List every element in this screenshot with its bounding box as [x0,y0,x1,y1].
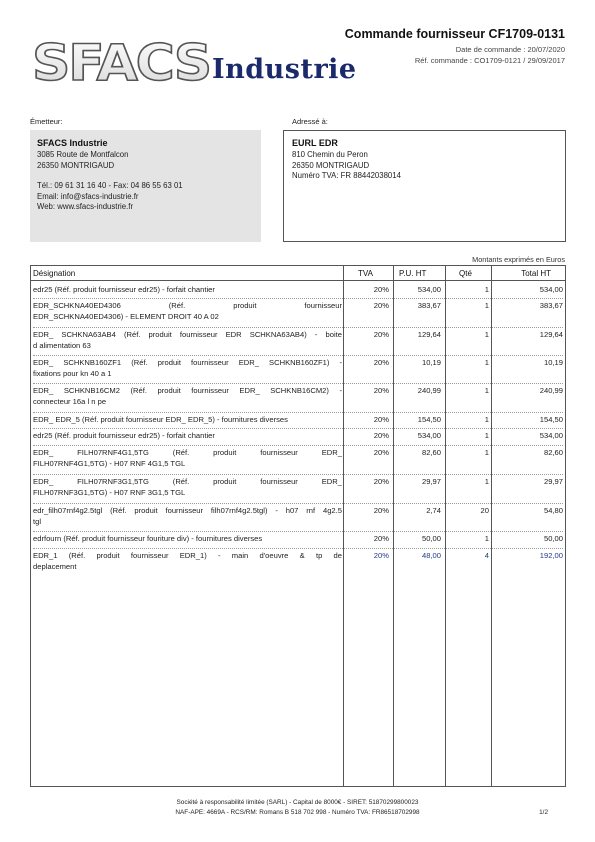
cell-quantity: 1 [484,301,489,310]
svg-text:SFACS: SFACS [32,34,210,90]
cell-quantity: 4 [484,551,489,560]
cell-unit-price: 240,99 [417,386,441,395]
order-lines-table [30,265,566,787]
recipient-name: EURL EDR [292,138,338,148]
cell-quantity: 1 [484,330,489,339]
cell-tva: 20% [373,358,389,367]
designation-line: EDR_ SCHKNB16CM2 (Réf. produit fournisseur EDR_ SCHKNB16CM2) - [33,386,342,395]
header-designation: Désignation [33,269,76,278]
cell-unit-price: 154,50 [417,415,441,424]
cell-unit-price: 129,64 [417,330,441,339]
table-row [31,328,565,356]
company-logo [30,32,357,90]
designation-line: tgl [33,516,42,526]
cell-unit-price: 50,00 [421,534,441,543]
cell-tva: 20% [373,285,389,294]
cell-tva: 20% [373,477,389,486]
header-total: Total HT [521,269,551,278]
table-row [31,475,565,504]
table-row [31,549,565,579]
cell-total: 50,00 [543,534,563,543]
designation-line: edr_filh07rnf4g2.5tgl (Réf. produit fournisseur filh07rnf4g2.5tgl) - h07 rnf 4g2.5 [33,506,342,515]
designation-line: FILH07RNF4G1,5TG) - H07 RNF 4G1,5 TGL [33,458,186,468]
cell-total: 129,64 [539,330,563,339]
recipient-label: Adressé à: [292,117,328,126]
cell-designation [33,431,342,442]
sender-box [30,130,261,242]
designation-line: fixations pour kn 40 a 1 [33,368,112,378]
table-row [31,532,565,549]
designation-line: d alimentation 63 [33,340,91,350]
table-row [31,429,565,446]
cell-total: 534,00 [539,431,563,440]
cell-quantity: 1 [484,448,489,457]
recipient-box [283,130,566,242]
cell-designation [33,330,342,351]
order-date: Date de commande : 20/07/2020 [455,45,565,54]
header-tva: TVA [358,269,373,278]
header-quantity: Qté [459,269,472,278]
recipient-address-line-2: 26350 MONTRIGAUD [292,160,370,170]
cell-tva: 20% [373,448,389,457]
designation-line: EDR_1 (Réf. produit fournisseur EDR_1) - main d'oeuvre & tp de [33,551,342,560]
cell-quantity: 20 [480,506,489,515]
designation-line: edrfourn (Réf. produit fournisseur fouriture div) - fournitures diverses [33,534,263,543]
cell-tva: 20% [373,386,389,395]
cell-tva: 20% [373,534,389,543]
designation-line: connecteur 16a l n pe [33,396,107,406]
table-row [31,413,565,429]
cell-designation [33,448,342,469]
designation-line: EDR_ EDR_5 (Réf. produit fournisseur EDR_ EDR_5) - fournitures diverses [33,415,288,424]
cell-unit-price: 534,00 [417,285,441,294]
sender-website: Web: www.sfacs-industrie.fr [37,202,134,212]
cell-total: 29,97 [543,477,563,486]
table-row [31,384,565,413]
designation-line: EDR_ SCHKNB160ZF1 (Réf. produit fournisseur EDR_ SCHKNB160ZF1) - [33,358,342,367]
designation-line: EDR_SCHKNA40ED4306 (Réf. produit fournisseur [33,301,342,310]
cell-total: 54,80 [543,506,563,515]
designation-line: EDR_ FILH07RNF4G1,5TG (Réf. produit fournisseur EDR_ [33,448,342,457]
cell-designation [33,285,342,296]
table-row [31,299,565,328]
sender-email: Email: info@sfacs-industrie.fr [37,191,139,201]
header-unit-price: P.U. HT [399,269,427,278]
sender-address-line-2: 26350 MONTRIGAUD [37,160,115,170]
cell-total: 192,00 [539,551,563,560]
table-row [31,504,565,532]
sender-name: SFACS Industrie [37,138,108,148]
cell-quantity: 1 [484,431,489,440]
cell-unit-price: 383,67 [417,301,441,310]
footer-legal-line-1: Société à responsabilité limitée (SARL) - Capital de 8000€ - SIRET: 51870299800023 [176,799,419,806]
cell-total: 154,50 [539,415,563,424]
cell-designation [33,506,342,527]
cell-quantity: 1 [484,477,489,486]
cell-tva: 20% [373,551,389,560]
cell-designation [33,358,342,379]
cell-total: 534,00 [539,285,563,294]
cell-designation [33,534,342,545]
cell-unit-price: 2,74 [426,506,441,515]
cell-unit-price: 48,00 [421,551,441,560]
designation-line: edr25 (Réf. produit fournisseur edr25) - forfait chantier [33,285,215,294]
document-title: Commande fournisseur CF1709-0131 [344,27,565,41]
cell-designation [33,551,342,572]
table-row [31,356,565,384]
cell-quantity: 1 [484,358,489,367]
logo-subtitle: Industrie [212,54,357,85]
cell-total: 383,67 [539,301,563,310]
cell-total: 240,99 [539,386,563,395]
cell-quantity: 1 [484,415,489,424]
table-header [31,266,565,281]
cell-tva: 20% [373,431,389,440]
designation-line: EDR_ SCHKNA63AB4 (Réf. produit fournisseur EDR SCHKNA63AB4) - boite [33,330,342,339]
cell-quantity: 1 [484,386,489,395]
cell-unit-price: 10,19 [421,358,441,367]
page-number: 1/2 [539,809,548,816]
cell-quantity: 1 [484,285,489,294]
cell-unit-price: 82,60 [421,448,441,457]
cell-unit-price: 29,97 [421,477,441,486]
designation-line: EDR_SCHKNA40ED4306) - ELEMENT DROIT 40 A 02 [33,311,219,321]
cell-tva: 20% [373,330,389,339]
cell-tva: 20% [373,506,389,515]
designation-line: deplacement [33,561,77,571]
cell-designation [33,477,342,498]
cell-designation [33,415,342,426]
cell-tva: 20% [373,415,389,424]
table-row [31,283,565,299]
order-reference: Réf. commande : CO1709-0121 / 29/09/2017 [414,56,565,65]
sender-phone: Tél.: 09 61 31 16 40 - Fax: 04 86 55 63 01 [37,181,183,191]
recipient-address-line-1: 810 Chemin du Peron [292,150,368,159]
cell-tva: 20% [373,301,389,310]
sender-label: Émetteur: [30,117,63,126]
currency-note: Montants exprimés en Euros [472,255,565,264]
designation-line: EDR_ FILH07RNF3G1,5TG (Réf. produit fournisseur EDR_ [33,477,342,486]
cell-unit-price: 534,00 [417,431,441,440]
cell-quantity: 1 [484,534,489,543]
logo-mark [30,32,215,90]
cell-total: 10,19 [543,358,563,367]
cell-designation [33,301,342,322]
table-row [31,446,565,475]
sender-address-line-1: 3085 Route de Montfalcon [37,150,129,159]
designation-line: edr25 (Réf. produit fournisseur edr25) - forfait chantier [33,431,215,440]
cell-total: 82,60 [543,448,563,457]
cell-designation [33,386,342,407]
footer-legal-line-2: NAF-APE: 4669A - RCS/RM: Romans B 518 702 998 - Numéro TVA: FR86518702998 [175,809,420,816]
designation-line: FILH07RNF3G1,5TG) - H07 RNF 3G1,5 TGL [33,487,186,497]
recipient-vat: Numéro TVA: FR 88442038014 [292,171,401,181]
